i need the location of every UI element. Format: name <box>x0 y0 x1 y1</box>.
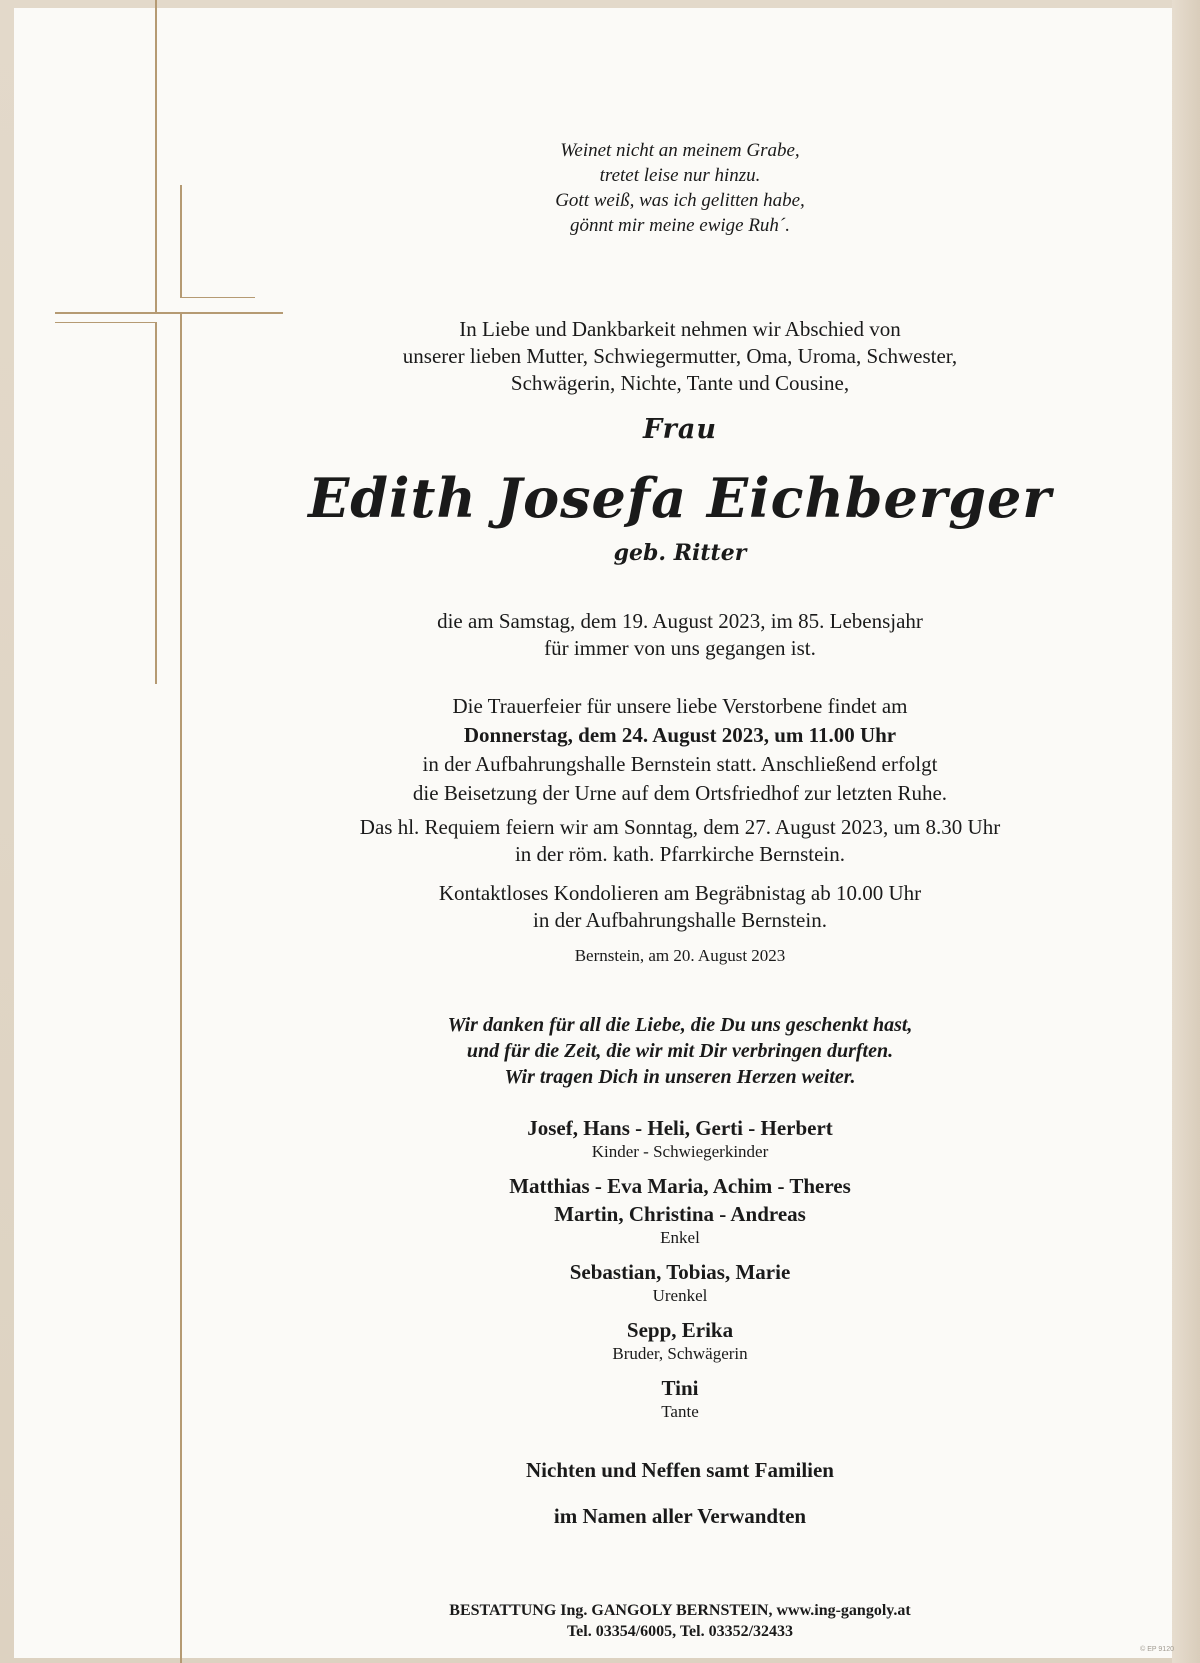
cross-arm-lower-left <box>55 322 157 323</box>
funeral-line: Die Trauerfeier für unsere liebe Verstorbene findet am <box>452 694 908 718</box>
deceased-title: Frau <box>642 414 718 445</box>
dateline: Bernstein, am 20. August 2023 <box>574 946 786 965</box>
intro-line: Schwägerin, Nichte, Tante und Cousine, <box>510 371 850 395</box>
mourner-names: Martin, Christina - Andreas <box>554 1202 806 1226</box>
cross-vertical-upper-inner <box>180 185 182 297</box>
intro-text <box>200 316 1160 397</box>
mourner-group <box>200 1114 1160 1162</box>
cross-arm-upper-right <box>180 297 255 298</box>
thanks-line: Wir danken für all die Liebe, die Du uns geschenkt hast, <box>447 1014 913 1036</box>
undertaker-line: BESTATTUNG Ing. GANGOLY BERNSTEIN, www.ing-gangoly.at <box>449 1602 911 1619</box>
mourner-names: Tini <box>661 1376 699 1400</box>
deceased-maiden-name: geb. Ritter <box>613 540 747 566</box>
cross-vertical-lower-outer <box>155 322 157 684</box>
mourner-group <box>200 1374 1160 1422</box>
condolence-details <box>200 880 1160 934</box>
undertaker-phone: Tel. 03354/6005, Tel. 03352/32433 <box>566 1623 794 1640</box>
mourner-names: Matthias - Eva Maria, Achim - Theres <box>509 1174 851 1198</box>
closing-nichten: Nichten und Neffen samt Familien <box>526 1458 834 1482</box>
undertaker-info <box>200 1600 1160 1642</box>
funeral-line: in der Aufbahrungshalle Bernstein statt. Anschließend erfolgt <box>422 752 938 776</box>
mourner-group <box>200 1258 1160 1306</box>
print-code: © EP 9120 <box>1140 1646 1174 1653</box>
cross-beam <box>55 312 283 314</box>
condolence-line: Kontaktloses Kondolieren am Begräbnistag ab 10.00 Uhr <box>438 881 922 905</box>
thanks-text <box>200 1012 1160 1090</box>
intro-line: unserer lieben Mutter, Schwiegermutter, Oma, Uroma, Schwester, <box>402 344 958 368</box>
death-line: die am Samstag, dem 19. August 2023, im 85. Lebensjahr <box>437 609 923 633</box>
mourner-names: Sepp, Erika <box>626 1318 734 1342</box>
mourner-names: Josef, Hans - Heli, Gerti - Herbert <box>527 1116 833 1140</box>
closing-namen: im Namen aller Verwandten <box>553 1504 807 1528</box>
cross-vertical-long <box>180 312 182 1663</box>
mourners-list <box>200 1114 1160 1432</box>
funeral-date: Donnerstag, dem 24. August 2023, um 11.00 Uhr <box>463 723 897 747</box>
requiem-line: Das hl. Requiem feiern wir am Sonntag, dem 27. August 2023, um 8.30 Uhr <box>359 815 1001 839</box>
poem-line: gönnt mir meine ewige Ruh´. <box>569 215 791 236</box>
mourner-group <box>200 1172 1160 1248</box>
funeral-details <box>200 692 1160 808</box>
intro-line: In Liebe und Dankbarkeit nehmen wir Abschied von <box>459 317 901 341</box>
poem-line: tretet leise nur hinzu. <box>599 165 761 186</box>
poem <box>200 138 1160 238</box>
death-line: für immer von uns gegangen ist. <box>544 636 816 660</box>
mourner-relation: Enkel <box>660 1228 700 1247</box>
requiem-details <box>200 814 1160 868</box>
death-notice <box>200 608 1160 662</box>
condolence-line: in der Aufbahrungshalle Bernstein. <box>533 908 827 932</box>
poem-line: Weinet nicht an meinem Grabe, <box>560 140 800 161</box>
paper-edge <box>1172 0 1200 1663</box>
thanks-line: und für die Zeit, die wir mit Dir verbringen durften. <box>466 1040 894 1062</box>
thanks-line: Wir tragen Dich in unseren Herzen weiter. <box>504 1066 856 1088</box>
deceased-name: Edith Josefa Eichberger <box>308 466 1052 530</box>
mourner-group <box>200 1316 1160 1364</box>
mourner-relation: Urenkel <box>652 1286 708 1305</box>
mourner-relation: Kinder - Schwiegerkinder <box>591 1142 769 1161</box>
mourner-relation: Bruder, Schwägerin <box>612 1344 748 1363</box>
poem-line: Gott weiß, was ich gelitten habe, <box>555 190 805 211</box>
funeral-line: die Beisetzung der Urne auf dem Ortsfriedhof zur letzten Ruhe. <box>412 781 948 805</box>
requiem-line: in der röm. kath. Pfarrkirche Bernstein. <box>514 842 846 866</box>
mourner-relation: Tante <box>661 1402 699 1421</box>
mourner-names: Sebastian, Tobias, Marie <box>569 1260 791 1284</box>
cross-vertical-upper-outer <box>155 0 157 312</box>
